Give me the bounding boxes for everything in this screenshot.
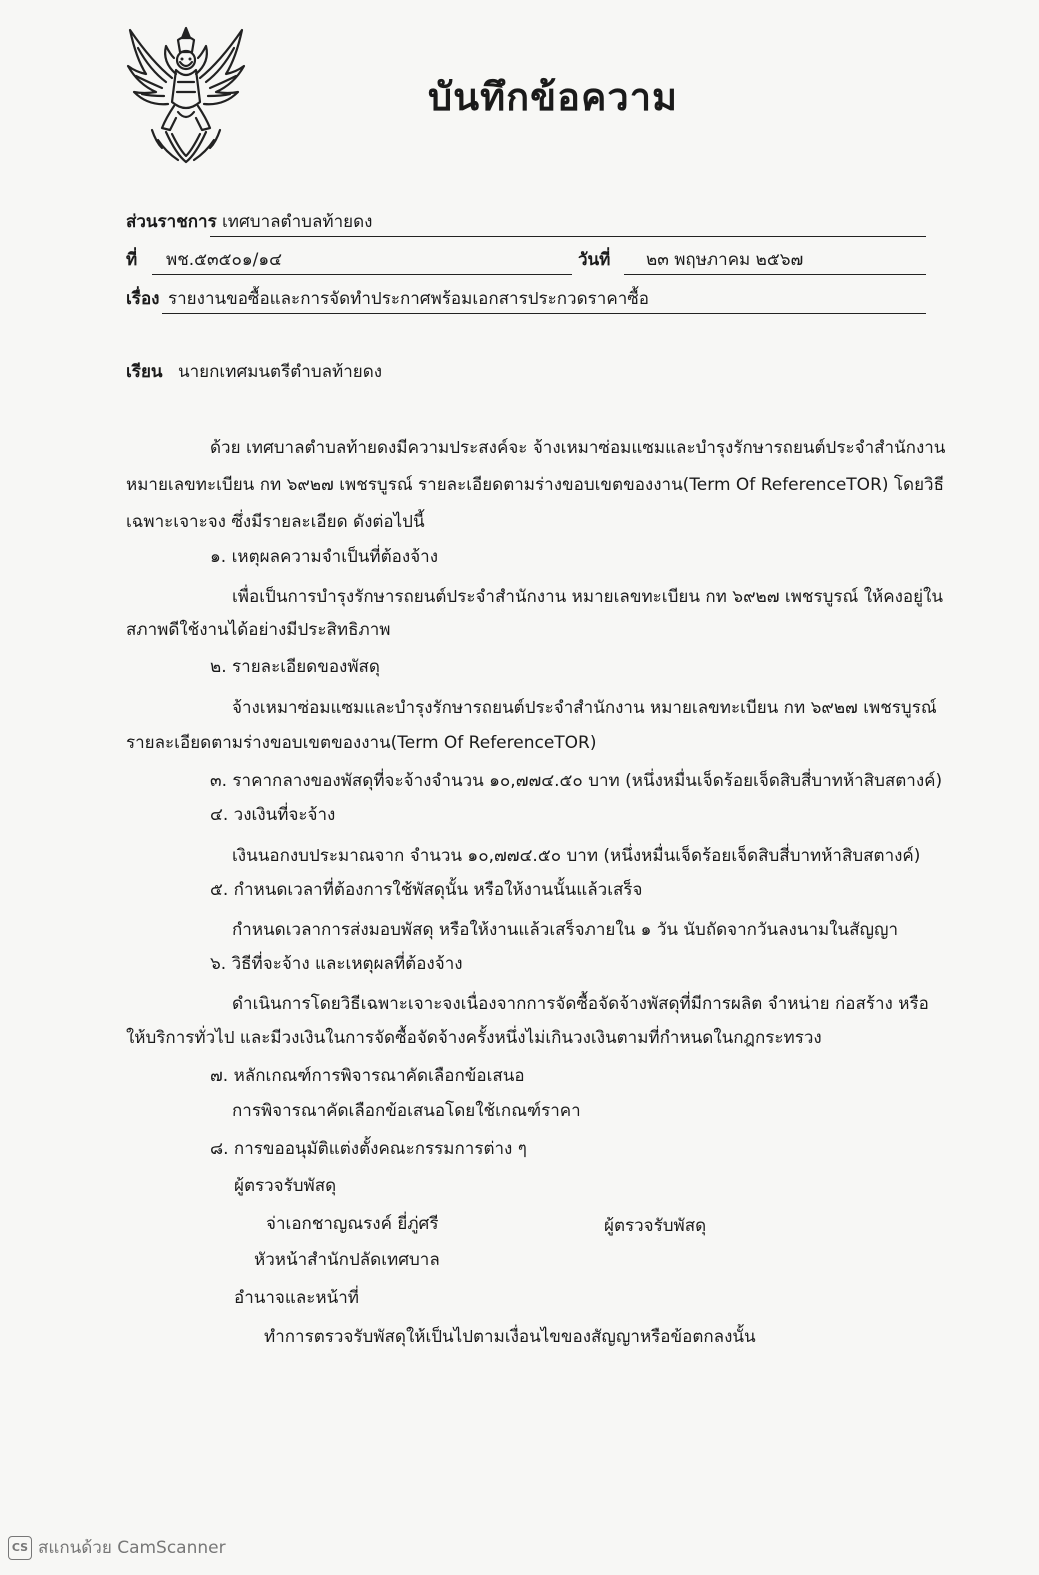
item-8-subheading-inspector: ผู้ตรวจรับพัสดุ	[234, 1176, 337, 1196]
garuda-emblem-icon	[122, 22, 250, 168]
camscanner-text: สแกนด้วย CamScanner	[38, 1538, 226, 1558]
intro-line-2: หมายเลขทะเบียน กท ๖๙๒๗ เพชรบูรณ์ รายละเอียดตามร่างขอบเขตของงาน(Term Of ReferenceTOR) โดยวิธี	[126, 475, 944, 495]
inspector-role: ผู้ตรวจรับพัสดุ	[604, 1216, 707, 1236]
date-underline	[624, 274, 926, 275]
item-6-body-line-1: ดำเนินการโดยวิธีเฉพาะเจาะจงเนื่องจากการจัดซื้อจัดจ้างพัสดุที่มีการผลิต จำหน่าย ก่อสร้าง หรือ	[232, 994, 929, 1014]
item-5-heading: ๕. กำหนดเวลาที่ต้องการใช้พัสดุนั้น หรือให้งานนั้นแล้วเสร็จ	[210, 880, 643, 900]
ref-label: ที่	[126, 250, 138, 270]
item-7-heading: ๗. หลักเกณฑ์การพิจารณาคัดเลือกข้อเสนอ	[210, 1066, 525, 1086]
ref-underline	[152, 274, 572, 275]
item-1-body-line-2: สภาพดีใช้งานได้อย่างมีประสิทธิภาพ	[126, 620, 391, 640]
inspector-name: จ่าเอกชาญณรงค์ ยี่ภู่ศรี	[266, 1214, 439, 1234]
item-2-body-line-1: จ้างเหมาซ่อมแซมและบำรุงรักษารถยนต์ประจำสำนักงาน หมายเลขทะเบียน กท ๖๙๒๗ เพชรบูรณ์	[232, 698, 937, 718]
salutation-value: นายกเทศมนตรีตำบลท้ายดง	[178, 362, 383, 382]
date-label: วันที่	[578, 250, 611, 270]
inspector-position: หัวหน้าสำนักปลัดเทศบาล	[254, 1250, 440, 1270]
camscanner-logo-icon: CS	[8, 1536, 32, 1560]
ref-value: พช.๕๓๕๐๑/๑๔	[166, 250, 283, 270]
item-7-body-line-1: การพิจารณาคัดเลือกข้อเสนอโดยใช้เกณฑ์ราคา	[232, 1101, 581, 1121]
inspector-duty: ทำการตรวจรับพัสดุให้เป็นไปตามเงื่อนไขของสัญญาหรือข้อตกลงนั้น	[264, 1327, 756, 1347]
camscanner-watermark	[8, 1534, 226, 1561]
salutation-label: เรียน	[126, 362, 163, 382]
item-6-heading: ๖. วิธีที่จะจ้าง และเหตุผลที่ต้องจ้าง	[210, 954, 463, 974]
agency-underline	[210, 236, 926, 237]
subject-label: เรื่อง	[126, 289, 160, 309]
item-5-body-line-1: กำหนดเวลาการส่งมอบพัสดุ หรือให้งานแล้วเสร็จภายใน ๑ วัน นับถัดจากวันลงนามในสัญญา	[232, 920, 899, 940]
item-1-heading: ๑. เหตุผลความจำเป็นที่ต้องจ้าง	[210, 547, 438, 567]
item-8-heading: ๘. การขออนุมัติแต่งตั้งคณะกรรมการต่าง ๆ	[210, 1139, 527, 1159]
item-4-heading: ๔. วงเงินที่จะจ้าง	[210, 805, 336, 825]
subject-value: รายงานขอซื้อและการจัดทำประกาศพร้อมเอกสารประกวดราคาซื้อ	[168, 289, 649, 309]
item-3-heading: ๓. ราคากลางของพัสดุที่จะจ้างจำนวน ๑๐,๗๗๔.๕๐ บาท (หนึ่งหมื่นเจ็ดร้อยเจ็ดสิบสี่บาทห้าสิบสตางค์)	[210, 771, 943, 791]
date-value: ๒๓ พฤษภาคม ๒๕๖๗	[646, 250, 804, 270]
item-6-body-line-2: ให้บริการทั่วไป และมีวงเงินในการจัดซื้อจัดจ้างครั้งหนึ่งไม่เกินวงเงินตามที่กำหนดในกฎกระทรวง	[126, 1028, 822, 1048]
intro-line-1: ด้วย เทศบาลตำบลท้ายดงมีความประสงค์จะ จ้างเหมาซ่อมแซมและบำรุงรักษารถยนต์ประจำสำนักงาน	[210, 438, 946, 458]
item-4-body-line-1: เงินนอกงบประมาณจาก จำนวน ๑๐,๗๗๔.๕๐ บาท (หนึ่งหมื่นเจ็ดร้อยเจ็ดสิบสี่บาทห้าสิบสตางค์)	[232, 846, 921, 866]
item-8-subheading-duty: อำนาจและหน้าที่	[234, 1288, 359, 1308]
item-1-body-line-1: เพื่อเป็นการบำรุงรักษารถยนต์ประจำสำนักงาน หมายเลขทะเบียน กท ๖๙๒๗ เพชรบูรณ์ ให้คงอยู่ใน	[232, 587, 943, 607]
intro-line-3: เฉพาะเจาะจง ซึ่งมีรายละเอียด ดังต่อไปนี้	[126, 512, 425, 532]
item-2-body-line-2: รายละเอียดตามร่างขอบเขตของงาน(Term Of ReferenceTOR)	[126, 733, 597, 753]
agency-value: เทศบาลตำบลท้ายดง	[222, 212, 373, 232]
subject-underline	[162, 313, 926, 314]
agency-label: ส่วนราชการ	[126, 212, 217, 232]
item-2-heading: ๒. รายละเอียดของพัสดุ	[210, 657, 380, 677]
document-title: บันทึกข้อความ	[428, 75, 679, 119]
